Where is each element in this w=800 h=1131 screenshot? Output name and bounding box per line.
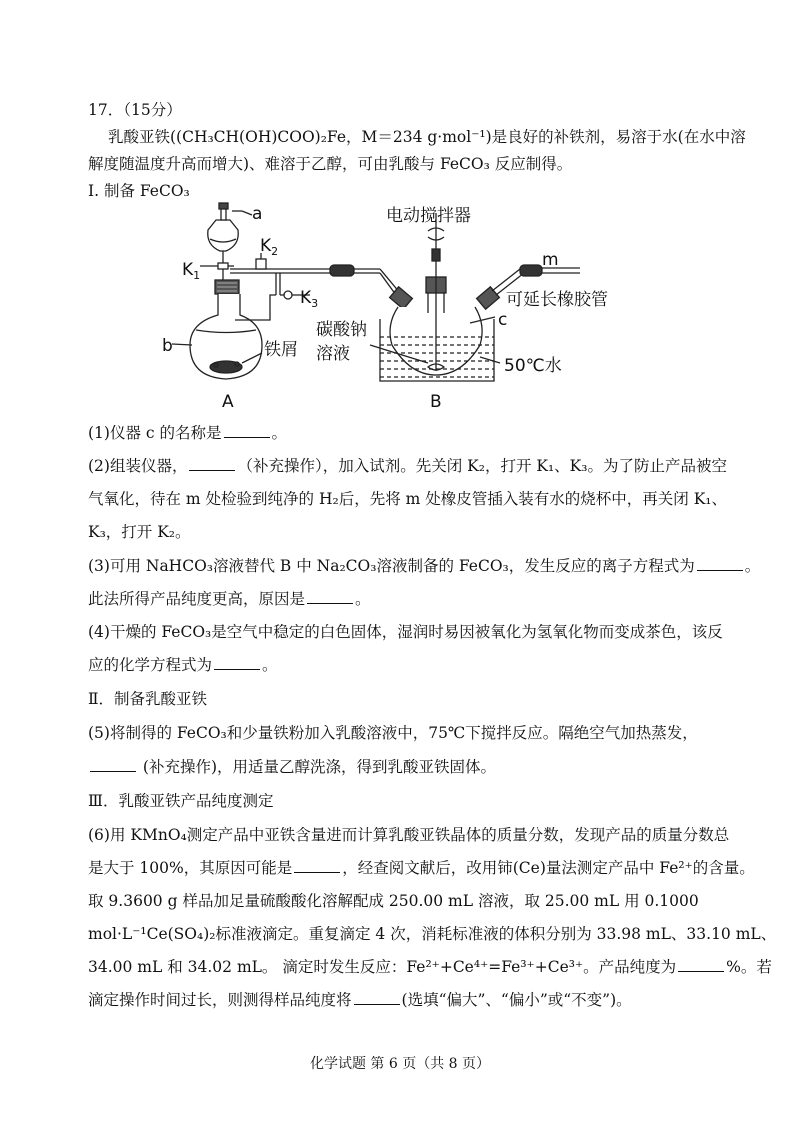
answer-blank-5[interactable] [90, 757, 136, 772]
item-1: (1)仪器 c 的名称是 。 [88, 424, 288, 442]
label-solution-1: 碳酸钠 [316, 320, 367, 340]
intro-line-2: 解度随温度升高而增大)、难溶于乙醇，可由乳酸与 FeCO₃ 反应制得。 [88, 155, 573, 173]
label-c: c [498, 310, 508, 330]
answer-blank-3a[interactable] [697, 556, 743, 571]
label-k2: $K_2$ [260, 236, 279, 258]
answer-blank-6b[interactable] [678, 957, 724, 972]
item-2-line-3: K₃，打开 K₂。 [88, 523, 191, 541]
item-4-line-2: 应的化学方程式为 。 [88, 656, 278, 674]
section-3-title: Ⅲ．乳酸亚铁产品纯度测定 [88, 792, 274, 810]
item-3-line-2: 此法所得产品纯度更高，原因是 。 [88, 590, 371, 608]
item-6-line-5: 34.00 mL 和 34.02 mL。 滴定时发生反应：Fe²⁺+Ce⁴⁺=Fe³⁺+Ce³⁺。产品纯度为 %。若 [88, 958, 772, 976]
apparatus-diagram [160, 195, 610, 415]
item-4-line-1: (4)干燥的 FeCO₃是空气中稳定的白色固体，湿润时易因被氧化为氢氧化物而变成茶色，该反 [88, 623, 723, 641]
page-footer: 化学试题 第 6 页（共 8 页） [309, 1056, 491, 1072]
question-header: 17．（15分） [88, 101, 182, 119]
section-1-title: I. 制备 FeCO₃ [88, 182, 190, 200]
label-tube: 可延长橡胶管 [506, 290, 608, 310]
answer-blank-1[interactable] [224, 423, 270, 438]
answer-blank-6c[interactable] [354, 990, 400, 1005]
item-6-line-6: 滴定操作时间过长，则测得样品纯度将 (选填“偏大”、“偏小”或“不变”)。 [88, 991, 632, 1009]
answer-blank-4[interactable] [214, 655, 260, 670]
item-5-line-2: (补充操作)，用适量乙醇洗涤，得到乳酸亚铁固体。 [88, 756, 496, 778]
answer-blank-2[interactable] [189, 456, 235, 471]
item-6-line-4: mol·L⁻¹Ce(SO₄)₂标准液滴定。重复滴定 4 次，消耗标准液的体积分别为 33.98 mL、33.10 mL、 [88, 925, 777, 943]
label-k1: $K_1$ [182, 260, 201, 282]
caption-a: A [222, 392, 234, 412]
item-6-line-1: (6)用 KMnO₄测定产品中亚铁含量进而计算乳酸亚铁晶体的质量分数，发现产品的质量分数总 [88, 826, 730, 844]
label-k3: $K_3$ [300, 288, 319, 310]
intro-line-1: 乳酸亚铁((CH₃CH(OH)COO)₂Fe，M＝234 g·mol⁻¹)是良好的补铁剂，易溶于水(在水中溶 [108, 128, 746, 146]
label-bath-temp: 50℃水 [504, 356, 562, 376]
label-solution-2: 溶液 [316, 344, 350, 364]
caption-b: B [430, 392, 442, 412]
item-3-line-1: (3)可用 NaHCO₃溶液替代 B 中 Na₂CO₃溶液制备的 FeCO₃，发生反应的离子方程式为 。 [88, 557, 761, 575]
label-m: m [542, 250, 559, 270]
label-a: a [252, 204, 263, 224]
label-stirrer: 电动搅拌器 [386, 206, 471, 226]
item-2-line-2: 气氧化，待在 m 处检验到纯净的 H₂后，先将 m 处橡皮管插入装有水的烧杯中，再关闭 K₁、 [88, 490, 727, 508]
item-5-line-1: (5)将制得的 FeCO₃和少量铁粉加入乳酸溶液中，75℃下搅拌反应。隔绝空气加热蒸发， [88, 724, 698, 742]
answer-blank-3b[interactable] [307, 589, 353, 604]
label-iron-filings: 铁屑 [264, 340, 298, 360]
item-6-line-3: 取 9.3600 g 样品加足量硫酸酸化溶解配成 250.00 mL 溶液，取 25.00 mL 用 0.1000 [88, 892, 699, 910]
section-2-title: Ⅱ．制备乳酸亚铁 [88, 690, 208, 708]
label-b: b [162, 336, 173, 356]
item-2-line-1: (2)组装仪器， （补充操作），加入试剂。先关闭 K₂，打开 K₁、K₃。为了防止产品被空 [88, 457, 727, 475]
answer-blank-6a[interactable] [294, 858, 340, 873]
item-6-line-2: 是大于 100%，其原因可能是 ，经查阅文献后，改用铈(Ce)量法测定产品中 Fe²⁺的含量。 [88, 859, 755, 877]
